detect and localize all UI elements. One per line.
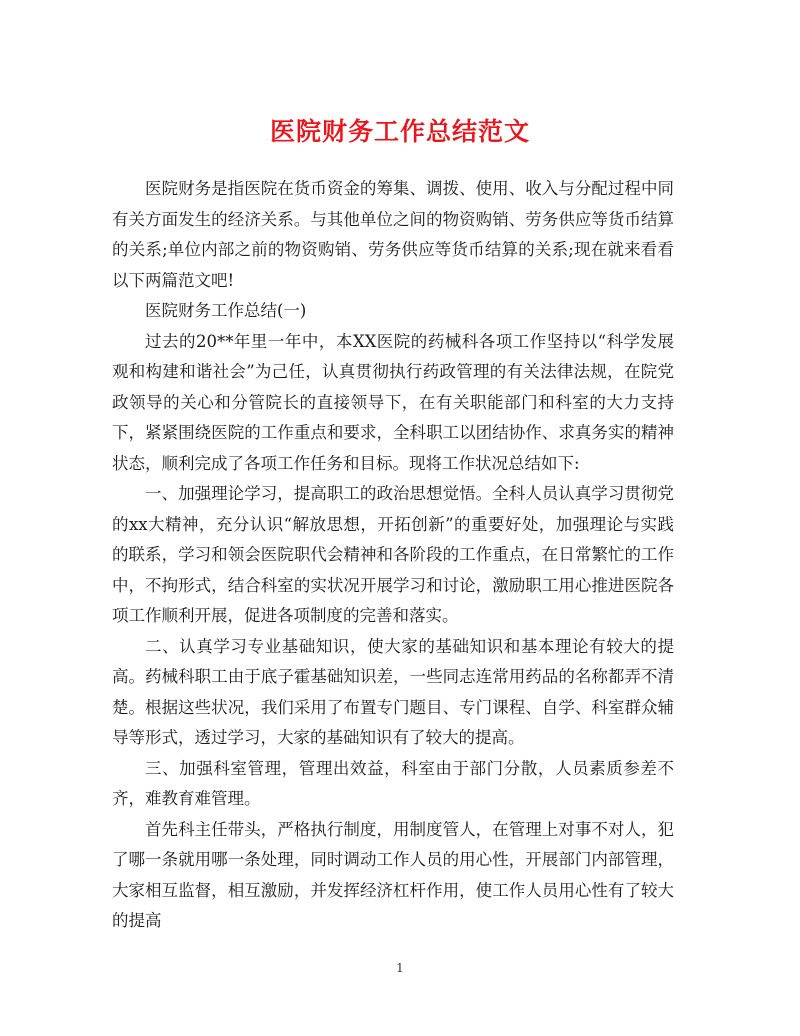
paragraph-point-two: 二、认真学习专业基础知识，使大家的基础知识和基本理论有较大的提高。药械科职工由于底子霍基础知识差，一些同志连常用药品的名称都弄不清楚。根据这些状况，我们采用了布置专门题目、专门课程、自学、科室群众辅导等形式，透过学习，大家的基础知识有了较大的提高。 — [112, 636, 674, 747]
document-title: 医院财务工作总结范文 — [269, 117, 530, 146]
paragraph-intro: 医院财务是指医院在货币资金的筹集、调拨、使用、收入与分配过程中同有关方面发生的经济关系。与其他单位之间的物资购销、劳务供应等货币结算的关系;单位内部之前的物资购销、劳务供应等货币结算的关系;现在就来看看以下两篇范文吧! — [112, 179, 674, 290]
page-number: 1 — [396, 961, 404, 975]
document-body — [112, 174, 674, 937]
paragraph-point-three: 三、加强科室管理，管理出效益，科室由于部门分散，人员素质参差不齐，难教育难管理。 — [112, 758, 674, 808]
paragraph-management: 首先科主任带头，严格执行制度，用制度管人，在管理上对事不对人，犯了哪一条就用哪一条处理，同时调动工作人员的用心性，开展部门内部管理，大家相互监督，相互激励，并发挥经济杠杆作用，使工作人员用心性有了较大的提高 — [112, 819, 674, 930]
paragraph-overview: 过去的20**年里一年中，本XX医院的药械科各项工作坚持以“科学发展观和构建和谐社会”为己任，认真贯彻执行药政管理的有关法律法规，在院党政领导的关心和分管院长的直接领导下，在有关职能部门和科室的大力支持下，紧紧围绕医院的工作重点和要求，全科职工以团结协作、求真务实的精神状态，顺利完成了各项工作任务和目标。现将工作状况总结如下: — [112, 331, 674, 473]
paragraph-point-one: 一、加强理论学习，提高职工的政治思想觉悟。全科人员认真学习贯彻党的xx大精神，充分认识“解放思想，开拓创新”的重要好处，加强理论与实践的联系，学习和领会医院职代会精神和各阶段的工作重点，在日常繁忙的工作中，不拘形式，结合科室的实状况开展学习和讨论，激励职工用心推进医院各项工作顺利开展，促进各项制度的完善和落实。 — [112, 484, 674, 625]
section-heading: 医院财务工作总结(一) — [145, 301, 307, 320]
